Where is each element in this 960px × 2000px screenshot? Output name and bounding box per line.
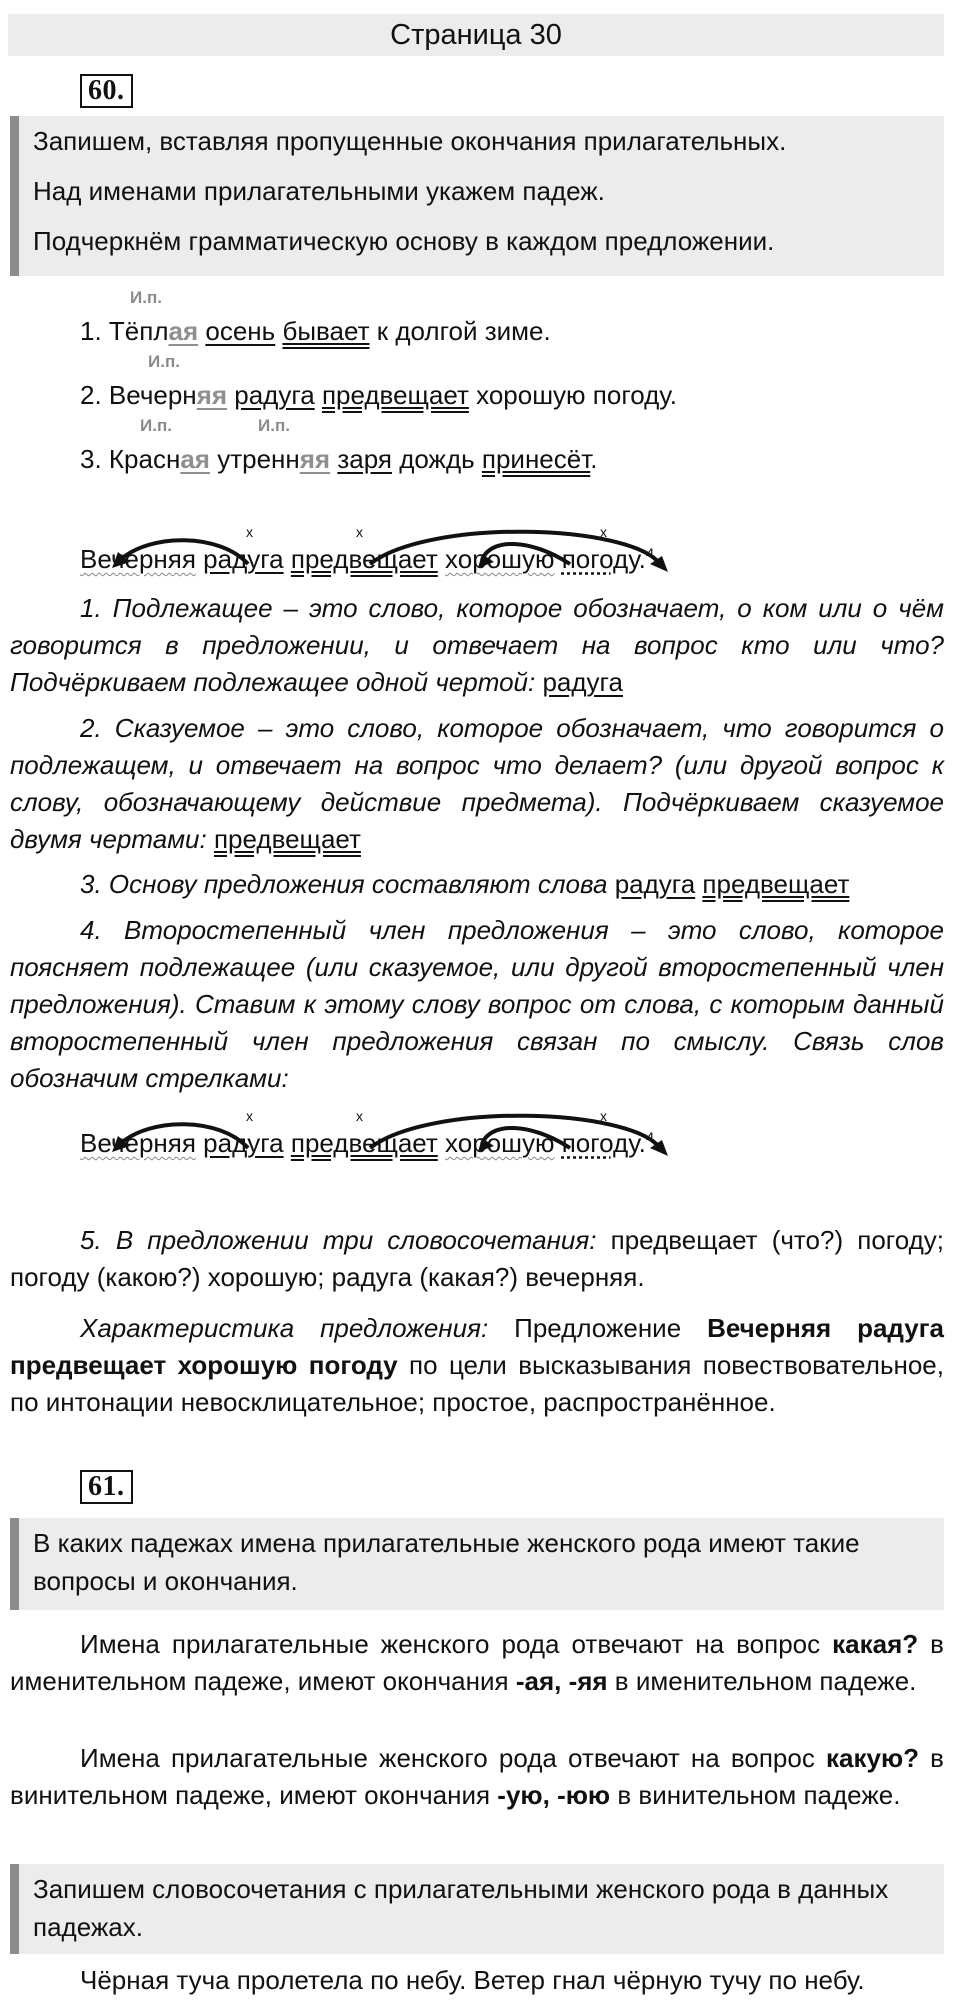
explanation-2: 2. Сказуемое – это слово, которое обозначает, что говорится о подлежащем, и отвечает на вопрос что делает? (или другой вопрос к слову, обозначающему действие предмета). Подчёркиваем сказуемое двумя чертами: предвещает bbox=[10, 713, 944, 854]
sentence-2: 2. Вечерняя радуга предвещает хорошую погоду. bbox=[80, 380, 677, 410]
case-label: И.п. bbox=[258, 416, 290, 435]
ending: ая bbox=[180, 444, 210, 474]
mark-x: x bbox=[246, 524, 253, 540]
task-number-61: 61. bbox=[80, 1470, 133, 1504]
instruction-box-61b bbox=[10, 1864, 944, 1954]
sentence-3: 3. Красная утренняя заря дождь принесёт. bbox=[80, 444, 598, 474]
subject: заря bbox=[337, 444, 392, 474]
instruction-line: Запишем словосочетания с прилагательными женского рода в данных падежах. bbox=[33, 1874, 889, 1942]
instruction-line: Подчеркнём грамматическую основу в каждом предложении. bbox=[33, 226, 775, 256]
explanation-3: 3. Основу предложения составляют слова радуга предвещает bbox=[80, 869, 850, 899]
instruction-box-61 bbox=[10, 1518, 944, 1610]
explanation-4: 4. Второстепенный член предложения – это слово, которое поясняет подлежащее (или сказуемое, или другой второстепенный член предложения). Ставим к этому слову вопрос от слова, с которым данный второстепенный член предложения связан по смыслу. Связь слов обозначим стрелками: bbox=[10, 915, 944, 1093]
case-label: И.п. bbox=[140, 416, 172, 435]
predicate: принесёт bbox=[481, 444, 591, 474]
parsed-sentence: Вечерняя радуга предвещает хорошую погоду.$^4$ bbox=[80, 544, 655, 574]
parsed-sentence: Вечерняя радуга предвещает хорошую погоду.$^4$ bbox=[80, 1128, 655, 1158]
mark-x: x bbox=[600, 524, 607, 540]
ending: ая bbox=[168, 316, 199, 346]
page-title: Страница 30 bbox=[8, 14, 944, 56]
ending: яя bbox=[299, 444, 331, 474]
instruction-line: В каких падежах имена прилагательные женского рода имеют такие вопросы и окончания. bbox=[33, 1528, 860, 1596]
predicate: бывает bbox=[282, 316, 370, 346]
example-sentences: Чёрная туча пролетела по небу. Ветер гнал чёрную тучу по небу. bbox=[80, 1965, 865, 1995]
subject: осень bbox=[205, 316, 276, 346]
task-number-60: 60. bbox=[80, 74, 133, 108]
explanation-5: 5. В предложении три словосочетания: предвещает (что?) погоду; погоду (какою?) хорошую; радуга (какая?) вечерняя. bbox=[10, 1225, 944, 1292]
mark-x: x bbox=[356, 1108, 363, 1124]
mark-x: x bbox=[356, 524, 363, 540]
answer-1: Имена прилагательные женского рода отвечают на вопрос какая? в именительном падеже, имеют окончания -ая, -яя в именительном падеже. bbox=[10, 1629, 944, 1696]
ending: яя bbox=[196, 380, 228, 410]
case-label: И.п. bbox=[148, 352, 180, 371]
instruction-line: Запишем, вставляя пропущенные окончания прилагательных. bbox=[33, 126, 787, 156]
predicate: предвещает bbox=[321, 380, 469, 410]
mark-x: x bbox=[246, 1108, 253, 1124]
instruction-line: Над именами прилагательными укажем падеж. bbox=[33, 176, 605, 206]
mark-x: x bbox=[600, 1108, 607, 1124]
explanation-1: 1. Подлежащее – это слово, которое обозначает, о ком или о чём говорится в предложении, и отвечает на вопрос кто или что? Подчёркиваем подлежащее одной чертой: радуга bbox=[10, 593, 944, 697]
case-label: И.п. bbox=[130, 288, 162, 307]
sentence-1: 1. Тёплая осень бывает к долгой зиме. bbox=[80, 316, 551, 346]
instruction-box-60 bbox=[10, 116, 944, 276]
sentence-characteristic: Характеристика предложения: Предложение Вечерняя радуга предвещает хорошую погоду по цели высказывания повествовательное, по интонации невосклицательное; простое, распространённое. bbox=[10, 1313, 944, 1417]
subject: радуга bbox=[234, 380, 315, 410]
answer-2: Имена прилагательные женского рода отвечают на вопрос какую? в винительном падеже, имеют окончания -ую, -юю в винительном падеже. bbox=[10, 1743, 944, 1810]
